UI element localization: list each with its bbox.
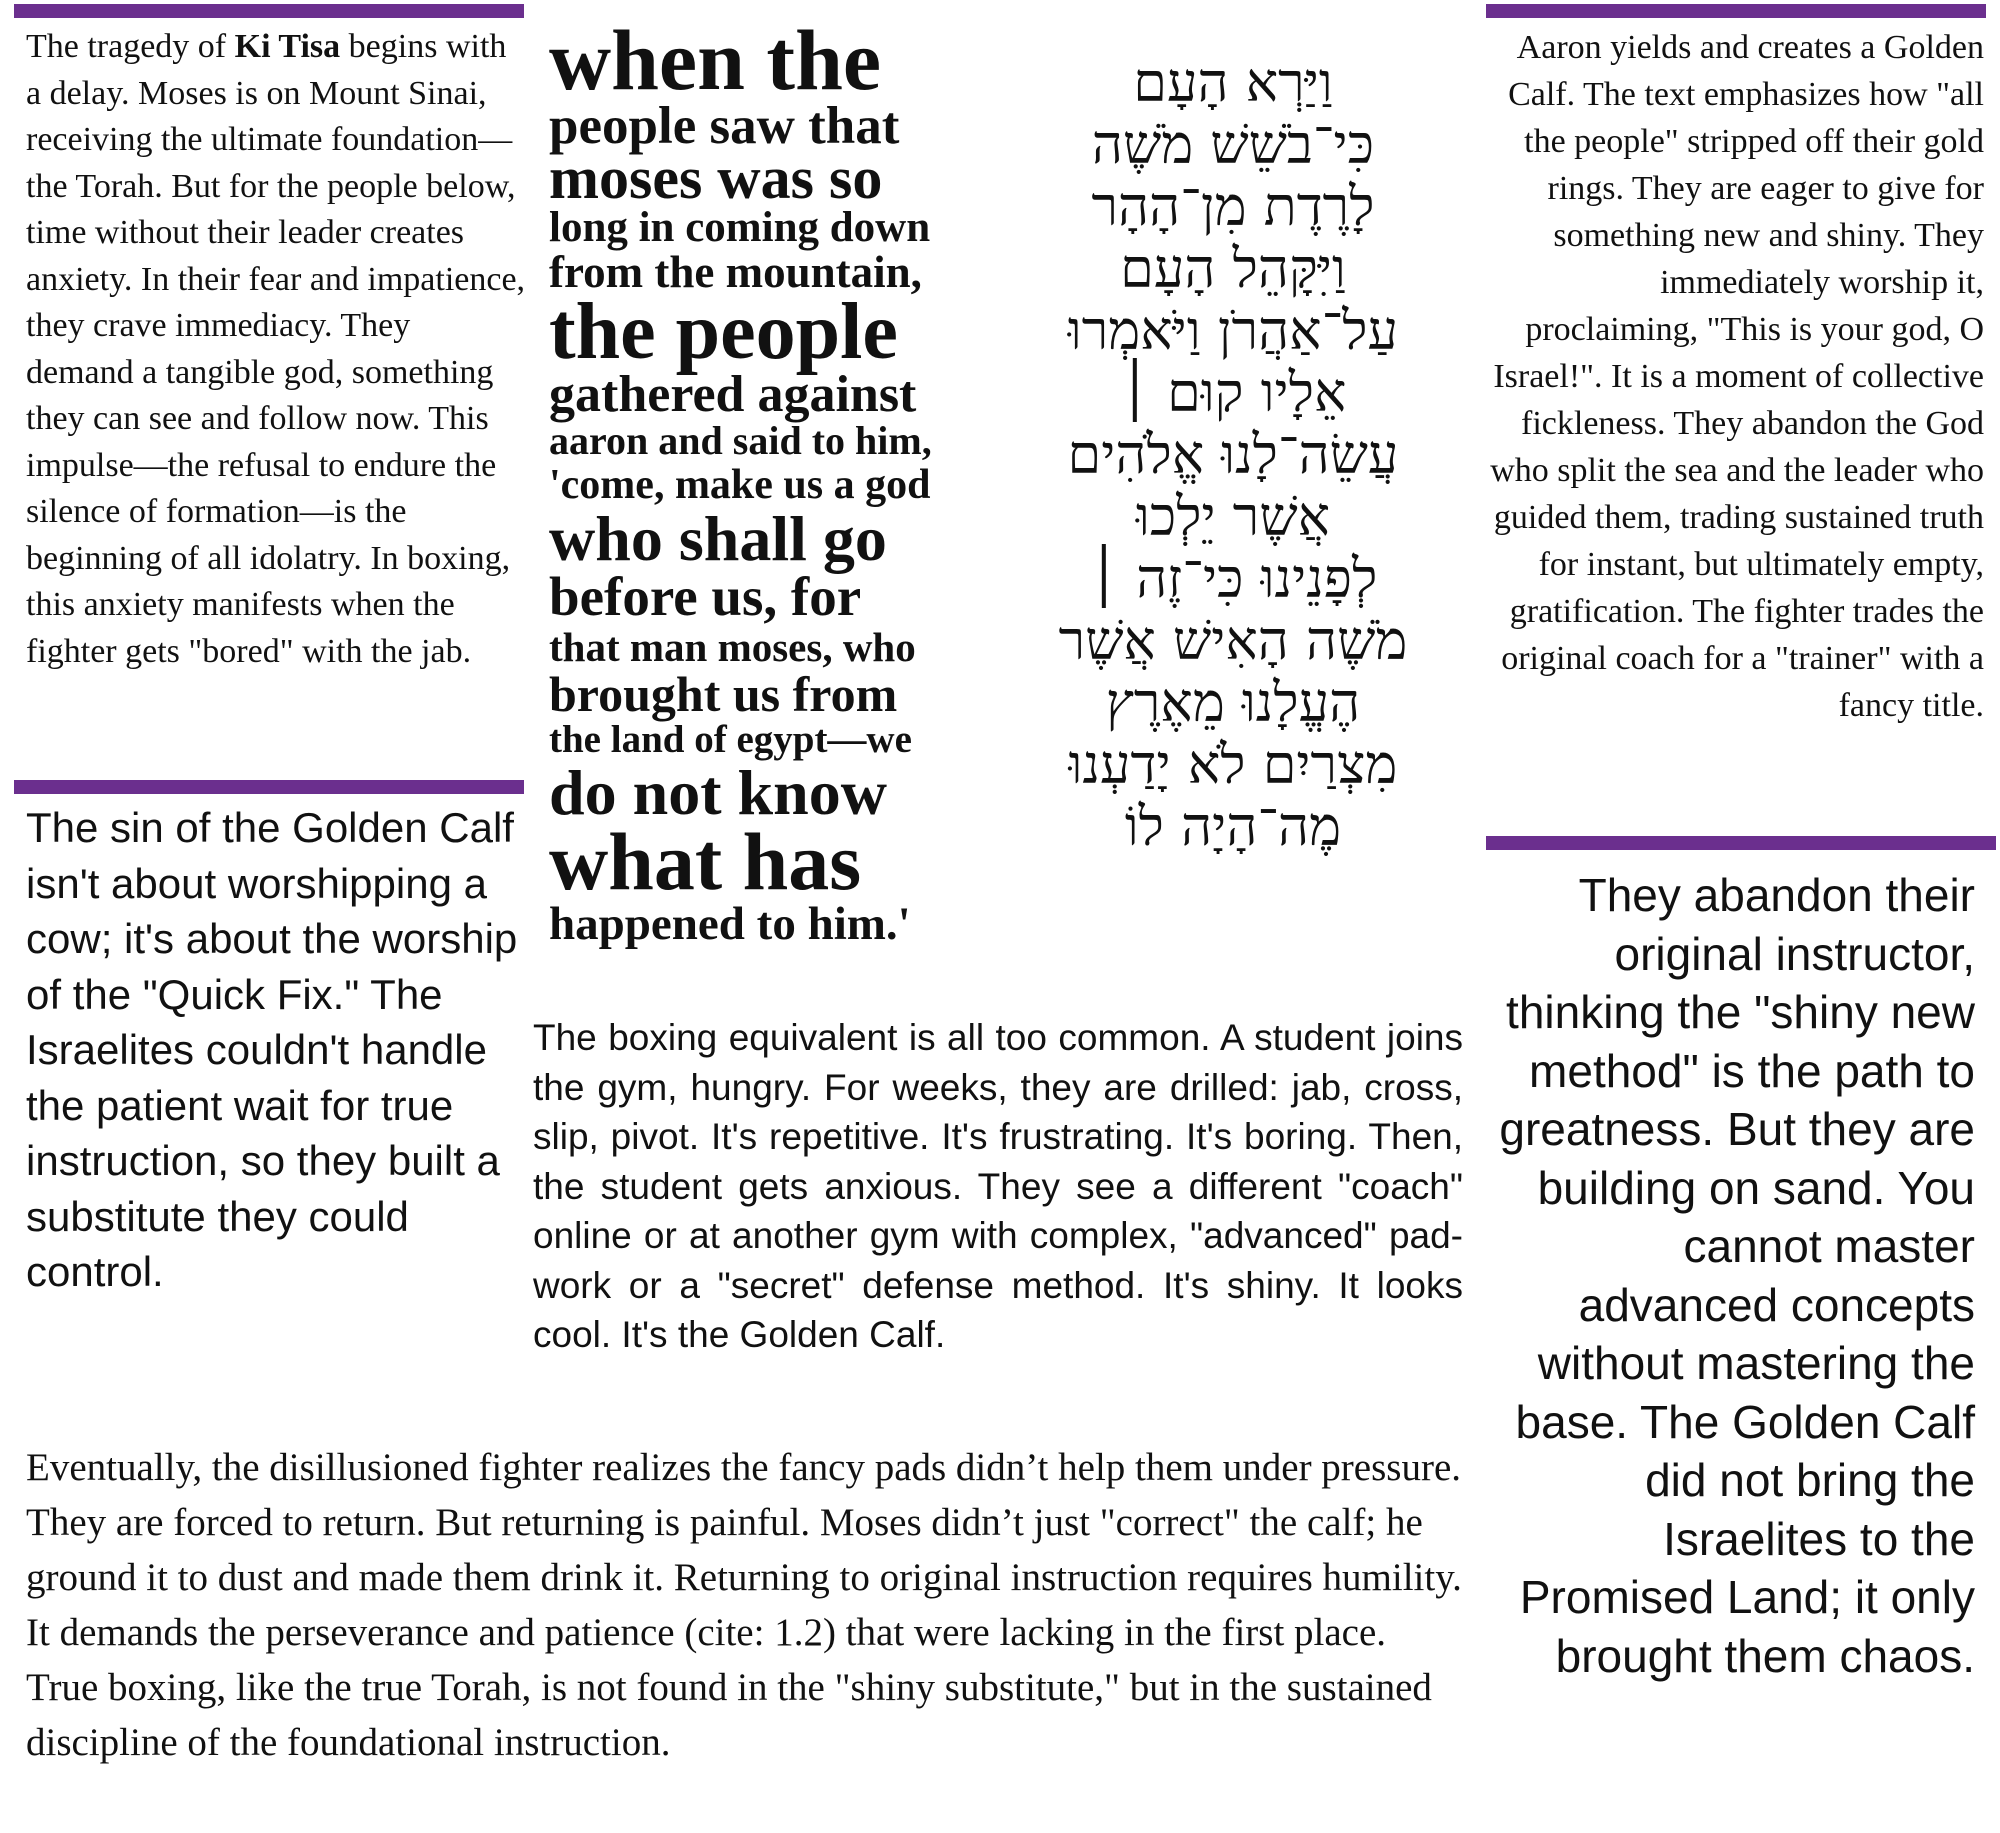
- verse-english-line: from the mountain,: [549, 247, 922, 297]
- verse-hebrew-line: הֶעֱלָנוּ מֵאֶרֶץ: [1105, 671, 1361, 734]
- verse-hebrew-line: אֲשֶׁר יֵלְכוּ: [1136, 485, 1330, 548]
- verse-hebrew-line: לָרֶדֶת מִן־הָהָר: [1091, 175, 1375, 238]
- aaron-yields-paragraph: Aaron yields and creates a Golden Calf. The text emphasizes how "all the people" stripped off their gold rings. They are eager to give for something new and shiny. They immediately worship it, proclaiming, "This is your god, O Israel!". It is a moment of collective fickleness. They abandon the God who split the sea and the leader who guided them, trading sustained truth for instant, but ultimately empty, gratification. The fighter trades the original coach for a "trainer" with a fancy title.: [1490, 29, 1984, 724]
- divider-bar-top-left: [14, 4, 524, 18]
- verse-hebrew-line: עַל־אַהֲרֹן וַיֹּאמְרוּ: [1067, 299, 1399, 362]
- verse-hebrew-line: עֲשֵׂה־לָנוּ אֱלֹהִים: [1067, 423, 1399, 486]
- verse-hebrew-line: וַיַּרְא הָעָם: [1133, 51, 1333, 114]
- parsha-name: Ki Tisa: [234, 28, 341, 65]
- verse-english-line: gathered against: [549, 366, 917, 423]
- verse-english-line: brought us from: [549, 666, 898, 722]
- verse-hebrew-line: מֹשֶׁה הָאִישׁ אֲשֶׁר: [1058, 609, 1408, 672]
- verse-english-line: moses was so: [549, 145, 883, 211]
- verse-english: [549, 12, 979, 950]
- verse-english-line: do not know: [549, 757, 887, 828]
- return-to-instruction-paragraph: Eventually, the disillusioned fighter realizes the fancy pads didn’t help them under pressure. They are forced to return. But returning is painful. Moses didn’t just "correct" the calf; he ground it to dust and made them drink it. Returning to original instruction requires humility. It demands the perseverance and patience (cite: 1.2) that were lacking in the first place. True boxing, like the true Torah, is not found in the "shiny substitute," but in the sustained discipline of the foundational instruction.: [26, 1446, 1462, 1764]
- intro-paragraph: [26, 24, 526, 675]
- verse-hebrew-line: וַיִּקָּהֵל הָעָם: [1120, 237, 1346, 300]
- verse-english-line: happened to him.': [549, 898, 911, 950]
- verse-english-line: people saw that: [549, 97, 900, 155]
- divider-bar-mid-right: [1486, 836, 1996, 850]
- verse-hebrew-line: לְפָנֵינוּ כִּי־זֶה ׀: [1088, 547, 1378, 610]
- intro-text-start: The tragedy of: [26, 28, 235, 65]
- verse-hebrew-line: כִּי־בֹשֵׁשׁ מֹשֶׁה: [1091, 113, 1375, 176]
- verse-english-line: aaron and said to him,: [549, 418, 932, 463]
- verse-english-line: that man moses, who: [549, 624, 916, 670]
- verse-hebrew-line: אֵלָיו קוּם ׀: [1119, 361, 1347, 424]
- verse-english-line: the people: [549, 288, 898, 376]
- verse-english-line: long in coming down: [549, 204, 931, 251]
- intro-text-rest: begins with a delay. Moses is on Mount Sinai, receiving the ultimate foundation—the Torah. But for the people below, time without their leader creates anxiety. In their fear and impatience, they crave immediacy. They demand a tangible god, something they can see and follow now. This impulse—the refusal to endure the silence of formation—is the beginning of all idolatry. In boxing, this anxiety manifests when the fighter gets "bored" with the jab.: [26, 28, 526, 670]
- verse-english-line: the land of egypt—we: [549, 718, 912, 761]
- verse-hebrew-line: מֶה־הָיָה לוֹ: [1124, 795, 1342, 858]
- verse-english-line: what has: [549, 816, 862, 907]
- boxing-equivalent-paragraph: The boxing equivalent is all too common. A student joins the gym, hungry. For weeks, they are drilled: jab, cross, slip, pivot. It's repetitive. It's frustrating. It's boring. Then, the student gets anxious. They see a different "coach" online or at another gym with complex, "advanced" pad-work or a "secret" defense method. It's shiny. It looks cool. It's the Golden Calf.: [533, 1017, 1463, 1355]
- verse-english-line: 'come, make us a god: [549, 462, 931, 508]
- verse-english-line: who shall go: [549, 503, 887, 574]
- divider-bar-top-right: [1486, 4, 1986, 18]
- verse-hebrew: [998, 52, 1468, 858]
- divider-bar-mid-left: [14, 780, 524, 794]
- abandon-instructor-paragraph: They abandon their original instructor, thinking the "shiny new method" is the path to greatness. But they are building on sand. You cannot master advanced concepts without mastering the base. The Golden Calf did not bring the Israelites to the Promised Land; it only brought them chaos.: [1499, 869, 1975, 1682]
- verse-english-line: when the: [549, 12, 882, 108]
- golden-calf-sin-paragraph: The sin of the Golden Calf isn't about worshipping a cow; it's about the worship of the "Quick Fix." The Israelites couldn't handle the patient wait for true instruction, so they built a substitute they could control.: [26, 804, 518, 1295]
- verse-hebrew-line: מִצְרַיִם לֹא יָדַעְנוּ: [1068, 733, 1398, 796]
- verse-english-line: before us, for: [549, 566, 862, 627]
